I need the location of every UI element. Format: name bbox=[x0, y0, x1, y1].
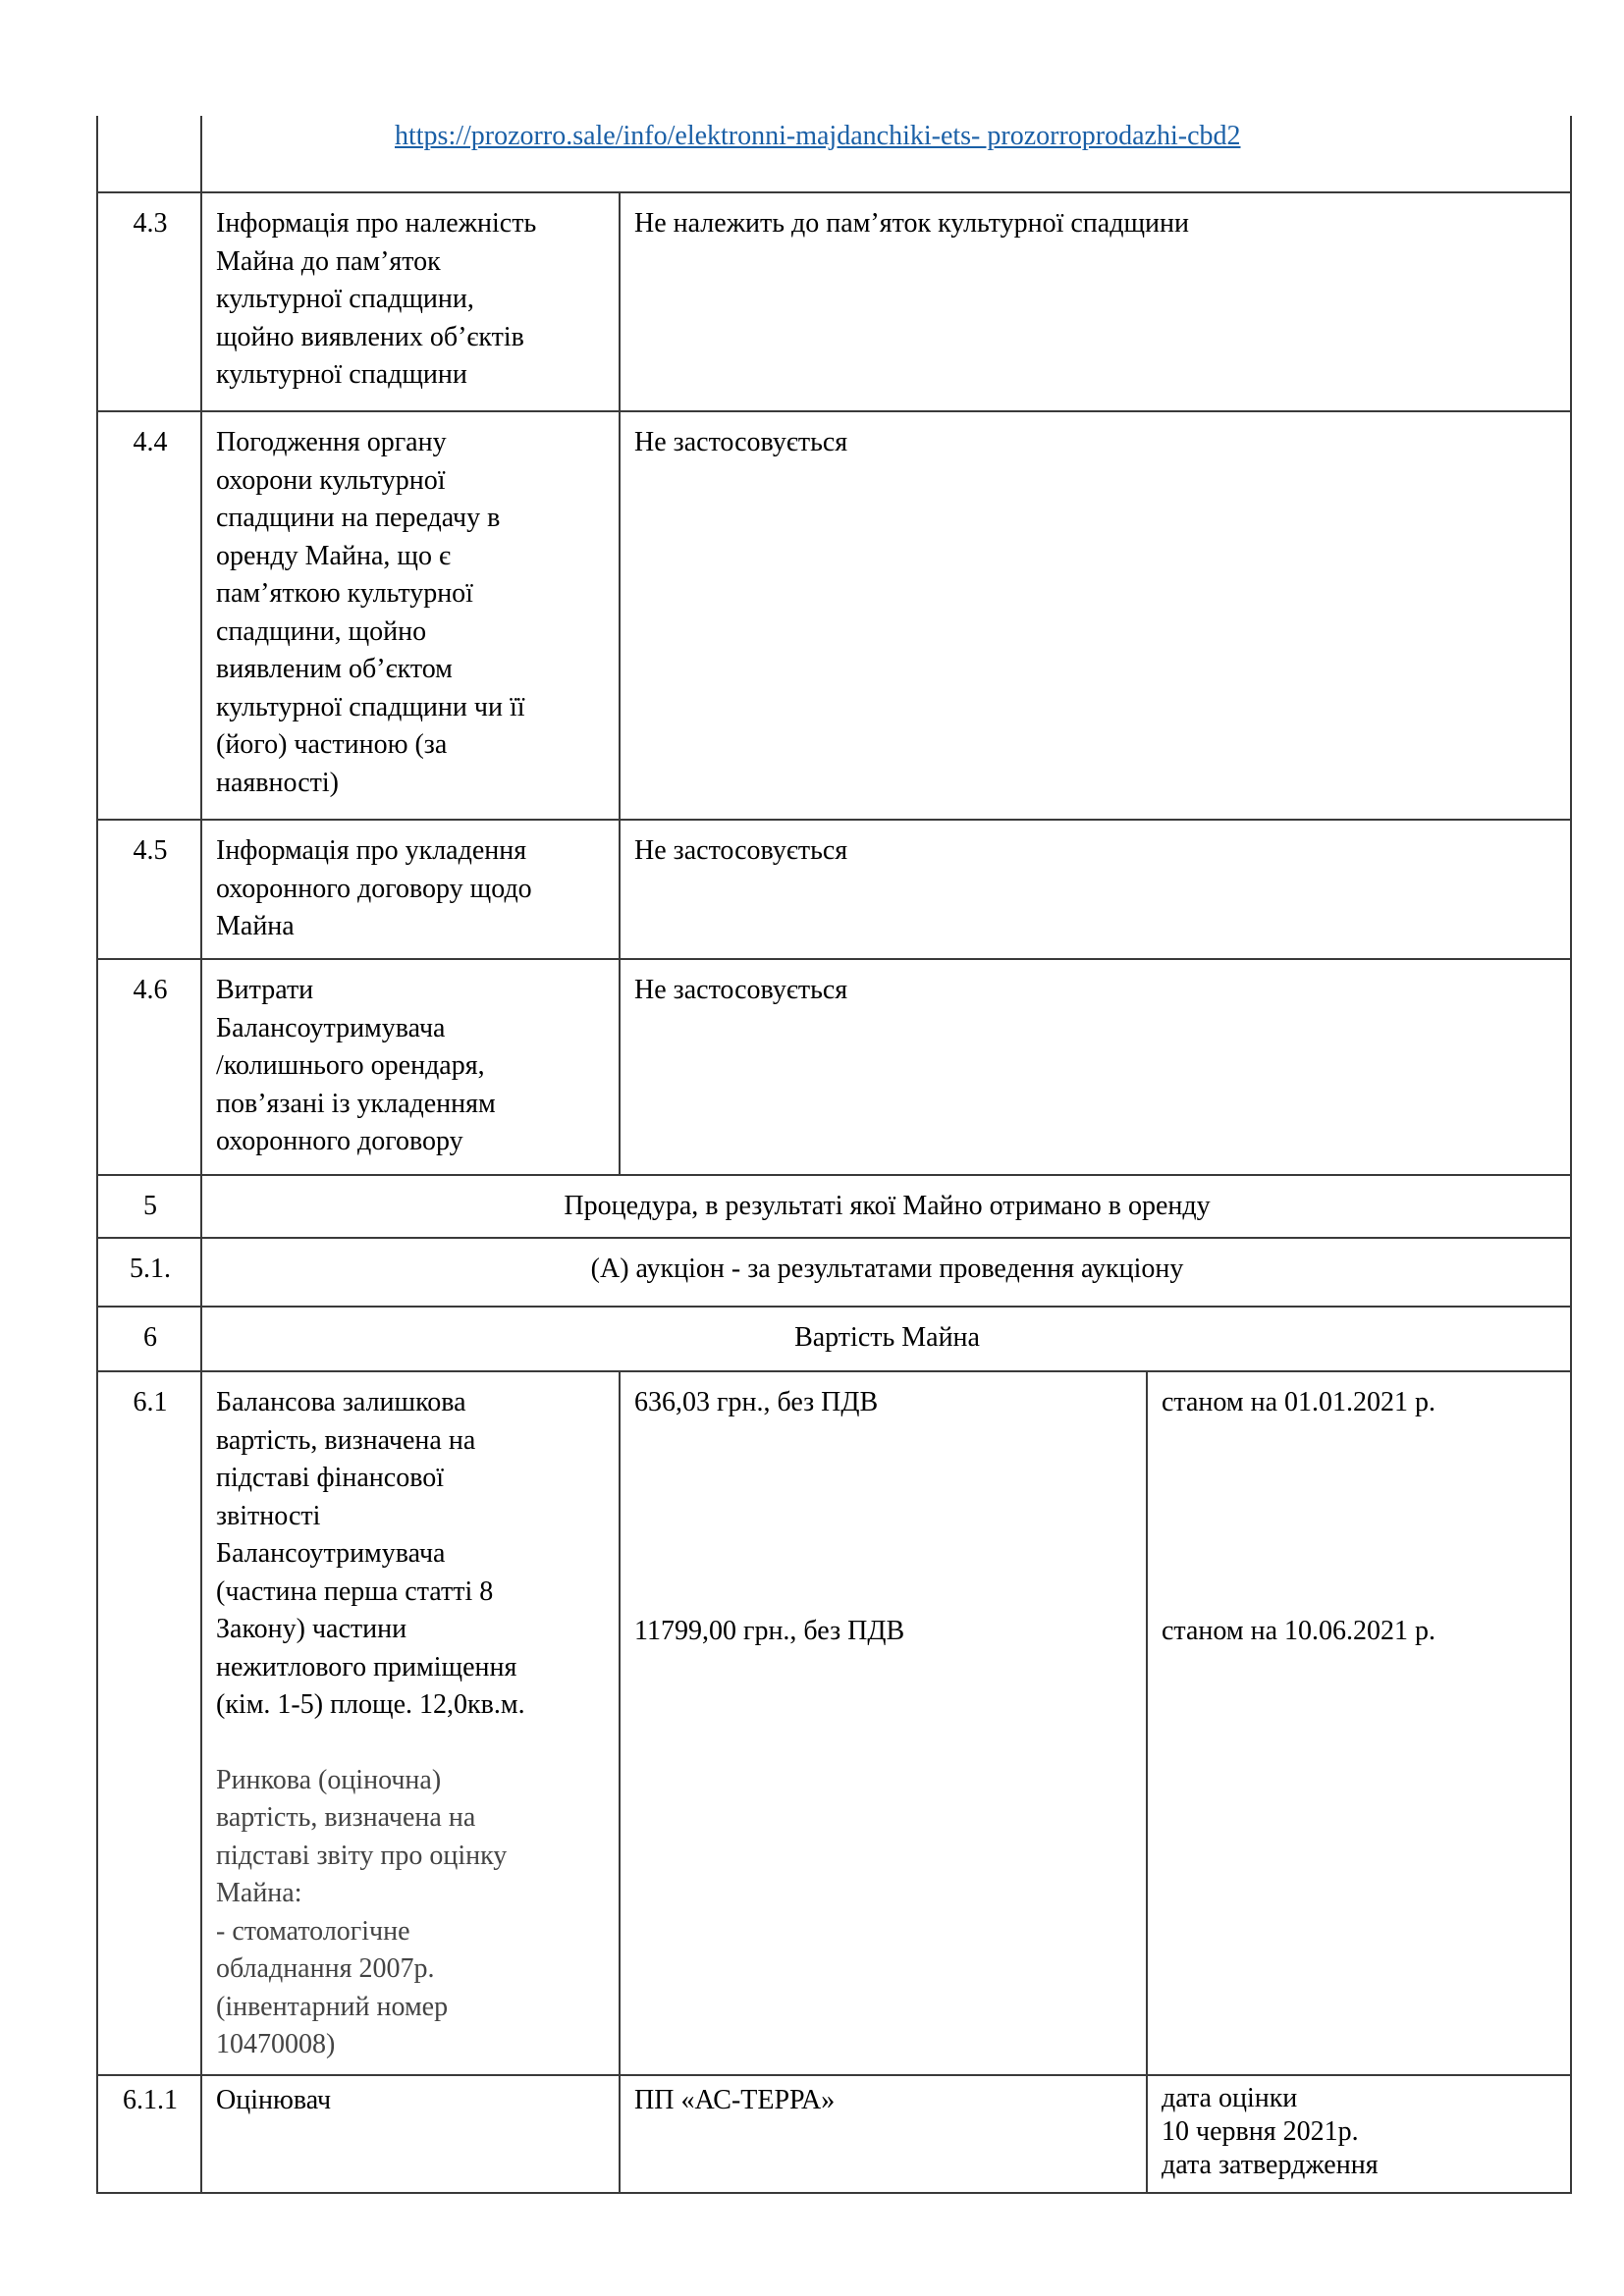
prozorro-link[interactable]: https://prozorro.sale/info/elektronni-majdanchiki-ets- prozorroprodazhi-cbd2 bbox=[395, 121, 1241, 151]
row-label: Оцінювач bbox=[201, 2075, 620, 2193]
row-value: ПП «АС-ТЕРРА» bbox=[620, 2075, 1147, 2193]
appraisal-dates: дата оцінки 10 червня 2021р. дата затвердження bbox=[1147, 2075, 1571, 2193]
table-row-4-3 bbox=[97, 192, 1571, 411]
row-label: Інформація про належність Майна до пам’яток культурної спадщини, щойно виявлених об’єктів культурної спадщини bbox=[201, 192, 620, 411]
row-label: Інформація про укладення охоронного договору щодо Майна bbox=[201, 820, 620, 959]
balance-value: 636,03 грн., без ПДВ bbox=[634, 1387, 879, 1417]
table-row-4-6 bbox=[97, 959, 1571, 1175]
table-row-5 bbox=[97, 1175, 1571, 1238]
row-number: 4.3 bbox=[97, 192, 201, 411]
row-number: 6.1 bbox=[97, 1371, 201, 2075]
section-subtitle: (А) аукціон - за результатами проведення аукціону bbox=[201, 1238, 1571, 1307]
row-value: Не застосовується bbox=[620, 959, 1571, 1175]
table-row-link bbox=[97, 116, 1571, 192]
spacer bbox=[1162, 1422, 1558, 1613]
spacer bbox=[216, 1725, 607, 1762]
row-number: 6 bbox=[97, 1307, 201, 1371]
table-row-4-5 bbox=[97, 820, 1571, 959]
section-title: Процедура, в результаті якої Майно отримано в оренду bbox=[201, 1175, 1571, 1238]
market-value-label: Ринкова (оціночна) вартість, визначена на підставі звіту про оцінку Майна: - стоматологічне обладнання 2007р. (інвентарний номер 10470008) bbox=[216, 1764, 508, 2059]
row-number: 4.4 bbox=[97, 411, 201, 820]
spacer bbox=[634, 1422, 1134, 1613]
balance-date: станом на 01.01.2021 р. bbox=[1162, 1387, 1436, 1417]
row-label: Витрати Балансоутримувача /колишнього орендаря, пов’язані із укладенням охоронного договору bbox=[201, 959, 620, 1175]
row-value: Не належить до пам’яток культурної спадщини bbox=[620, 192, 1571, 411]
num-cell-empty bbox=[97, 116, 201, 192]
row-label: Погодження органу охорони культурної спадщини на передачу в оренду Майна, що є пам’яткою культурної спадщини, щойно виявленим об’єктом культурної спадщини чи її (його) частиною (за наявності) bbox=[201, 411, 620, 820]
table-row-6-1 bbox=[97, 1371, 1571, 2075]
row-number: 5.1. bbox=[97, 1238, 201, 1307]
table-row-6 bbox=[97, 1307, 1571, 1371]
market-date: станом на 10.06.2021 р. bbox=[1162, 1615, 1436, 1646]
row-number: 4.5 bbox=[97, 820, 201, 959]
row-value: Не застосовується bbox=[620, 820, 1571, 959]
row-number: 4.6 bbox=[97, 959, 201, 1175]
table-row-5-1 bbox=[97, 1238, 1571, 1307]
table-row-6-1-1 bbox=[97, 2075, 1571, 2193]
row-number: 5 bbox=[97, 1175, 201, 1238]
property-info-table bbox=[96, 116, 1572, 2194]
table-row-4-4 bbox=[97, 411, 1571, 820]
row-value bbox=[620, 1371, 1147, 2075]
row-date bbox=[1147, 1371, 1571, 2075]
row-label bbox=[201, 1371, 620, 2075]
section-title: Вартість Майна bbox=[201, 1307, 1571, 1371]
row-value: Не застосовується bbox=[620, 411, 1571, 820]
link-cell bbox=[201, 116, 1571, 192]
balance-value-label: Балансова залишкова вартість, визначена на підставі фінансової звітності Балансоутримувача (частина перша статті 8 Закону) частини нежитлового приміщення (кім. 1-5) площе. 12,0кв.м. bbox=[216, 1387, 525, 1720]
row-number: 6.1.1 bbox=[97, 2075, 201, 2193]
market-value: 11799,00 грн., без ПДВ bbox=[634, 1615, 905, 1646]
